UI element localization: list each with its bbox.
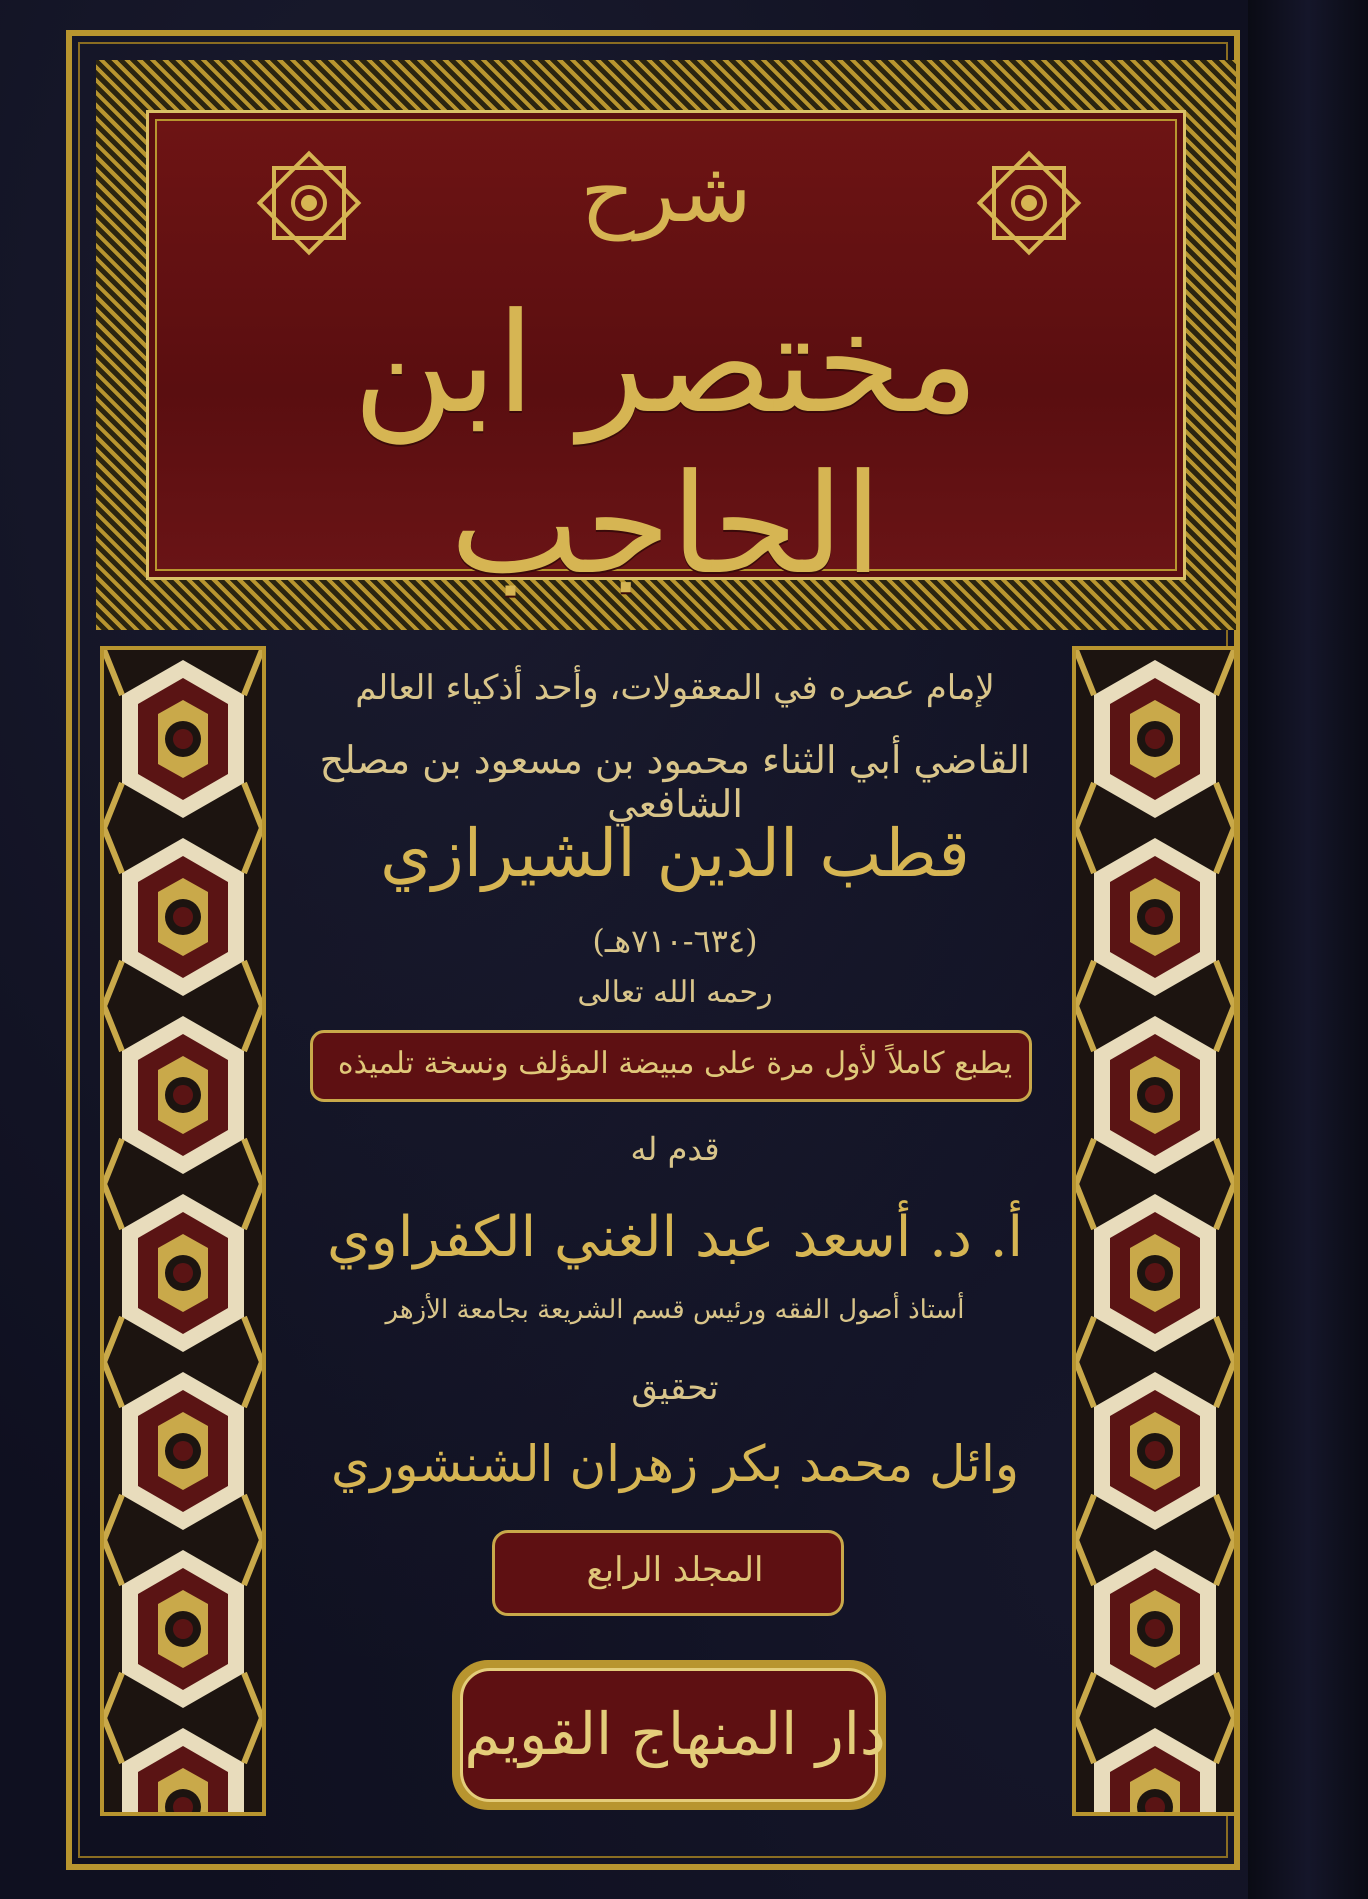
- presenter-intro: قدم له: [630, 1130, 720, 1168]
- presenter-description: أستاذ أصول الفقه ورئيس قسم الشريعة بجامعة الأزهر: [385, 1295, 965, 1325]
- editor-intro: تحقيق: [631, 1368, 719, 1408]
- cover-edge: [1248, 0, 1368, 1899]
- title-box: [146, 110, 1186, 605]
- right-ornament-column: [1072, 646, 1238, 1816]
- author-blessing: رحمه الله تعالى: [577, 975, 773, 1010]
- edition-banner-text: يطبع كاملاً لأول مرة على مبيضة المؤلف ونسخة تلميذه: [337, 1046, 1013, 1081]
- author-name: القاضي أبي الثناء محمود بن مسعود بن مصلح الشافعي: [319, 738, 1031, 826]
- volume-label: المجلد الرابع: [586, 1550, 764, 1590]
- author-title: قطب الدين الشيرازي: [380, 815, 970, 892]
- geometric-pattern-left-icon: [104, 650, 262, 1812]
- title-prefix: شرح: [580, 143, 752, 241]
- editor-name: وائل محمد بكر زهران الشنشوري: [331, 1435, 1019, 1493]
- author-dates: (٦٣٤-٧١٠هـ): [592, 922, 758, 960]
- book-title: مختصر ابن الحاجب: [352, 283, 980, 605]
- geometric-pattern-right-icon: [1076, 650, 1234, 1812]
- author-description: لإمام عصره في المعقولات، وأحد أذكياء العالم: [355, 668, 995, 708]
- presenter-name: أ. د. أسعد عبد الغني الكفراوي: [326, 1205, 1024, 1270]
- left-ornament-column: [100, 646, 266, 1816]
- publisher-name: دار المنهاج القويم: [464, 1700, 886, 1768]
